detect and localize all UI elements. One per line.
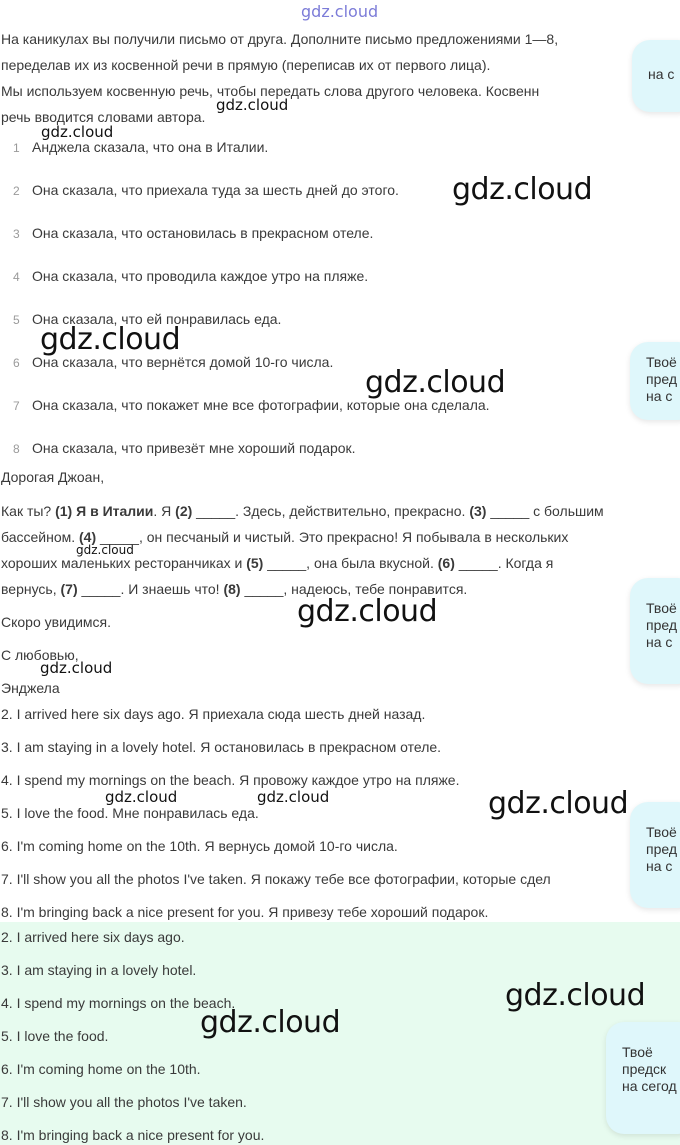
answer-translated: 3. I am staying in a lovely hotel. Я остановилась в прекрасном отеле.	[1, 739, 442, 755]
prediction-bubble[interactable]: Твоё предск на сегод	[606, 1022, 680, 1134]
statement-item: 4 Она сказала, что проводила каждое утро на пляже.	[13, 268, 369, 284]
answer-line: 3. I am staying in a lovely hotel.	[1, 962, 197, 978]
answer-line: 4. I spend my mornings on the beach.	[1, 995, 236, 1011]
watermark: gdz.cloud	[200, 1005, 341, 1040]
watermark: gdz.cloud	[40, 322, 181, 357]
letter-love: С любовью,	[1, 647, 79, 663]
watermark: gdz.cloud	[216, 96, 289, 114]
statement-item: 8 Она сказала, что привезёт мне хороший подарок.	[13, 440, 356, 456]
watermark: gdz.cloud	[365, 365, 506, 400]
watermark: gdz.cloud	[505, 978, 646, 1013]
letter-greeting: Дорогая Джоан,	[1, 469, 105, 485]
prediction-bubble[interactable]: Твоё пред на с	[630, 802, 680, 908]
watermark: gdz.cloud	[452, 172, 593, 207]
letter-line-2: бассейном. (4) _____, он песчаный и чистый. Это прекрасно! Я побывала в нескольких	[1, 529, 569, 545]
answer-translated: 4. I spend my mornings on the beach. Я провожу каждое утро на пляже.	[1, 772, 460, 788]
letter-line-3: хороших маленьких ресторанчиках и (5) _____, она была вкусной. (6) _____. Когда я	[1, 555, 554, 571]
statement-item: 1 Анджела сказала, что она в Италии.	[13, 139, 269, 155]
prediction-bubble[interactable]: Твоё пред на с	[630, 578, 680, 684]
answer-line: 5. I love the food.	[1, 1028, 109, 1044]
answer-translated: 2. I arrived here six days ago. Я приехала сюда шесть дней назад.	[1, 706, 426, 722]
prediction-bubble[interactable]: на с	[632, 40, 680, 112]
watermark: gdz.cloud	[105, 788, 178, 806]
intro-line-3: Мы используем косвенную речь, чтобы передать слова другого человека. Косвенн	[1, 83, 540, 99]
answer-line: 2. I arrived here six days ago.	[1, 929, 185, 945]
letter-line-1: Как ты? (1) Я в Италии. Я (2) _____. Здесь, действительно, прекрасно. (3) _____ с большим	[1, 503, 604, 519]
watermark: gdz.cloud	[297, 594, 438, 629]
intro-line-4: речь вводится словами автора.	[1, 109, 206, 125]
prediction-bubble[interactable]: Твоё пред на с	[630, 342, 680, 420]
statement-item: 6 Она сказала, что вернётся домой 10-го числа.	[13, 354, 334, 370]
site-logo-header[interactable]: gdz.cloud	[301, 2, 379, 21]
statement-item: 5 Она сказала, что ей понравилась еда.	[13, 311, 282, 327]
watermark: gdz.cloud	[488, 786, 629, 821]
letter-closing: Скоро увидимся.	[1, 614, 111, 630]
answer-line: 6. I'm coming home on the 10th.	[1, 1061, 201, 1077]
statement-item: 7 Она сказала, что покажет мне все фотографии, которые она сделала.	[13, 397, 490, 413]
answer-translated: 5. I love the food. Мне понравилась еда.	[1, 805, 259, 821]
watermark: gdz.cloud	[76, 543, 134, 557]
intro-line-1: На каникулах вы получили письмо от друга. Дополните письмо предложениями 1—8,	[1, 31, 559, 47]
letter-signature: Энджела	[1, 680, 60, 696]
watermark: gdz.cloud	[40, 659, 113, 677]
watermark: gdz.cloud	[257, 788, 330, 806]
intro-line-2: переделав их из косвенной речи в прямую (переписав их от первого лица).	[1, 57, 491, 73]
answer-translated: 7. I'll show you all the photos I've taken. Я покажу тебе все фотографии, которые сдел	[1, 871, 551, 887]
answer-translated: 6. I'm coming home on the 10th. Я вернусь домой 10-го числа.	[1, 838, 398, 854]
watermark: gdz.cloud	[41, 123, 114, 141]
answer-translated: 8. I'm bringing back a nice present for you. Я привезу тебе хороший подарок.	[1, 904, 489, 920]
statement-item: 3 Она сказала, что остановилась в прекрасном отеле.	[13, 225, 374, 241]
statement-item: 2 Она сказала, что приехала туда за шесть дней до этого.	[13, 182, 399, 198]
answer-line: 8. I'm bringing back a nice present for you.	[1, 1127, 265, 1143]
letter-line-4: вернусь, (7) _____. И знаешь что! (8) _____, надеюсь, тебе понравится.	[1, 581, 468, 597]
answer-line: 7. I'll show you all the photos I've taken.	[1, 1094, 247, 1110]
